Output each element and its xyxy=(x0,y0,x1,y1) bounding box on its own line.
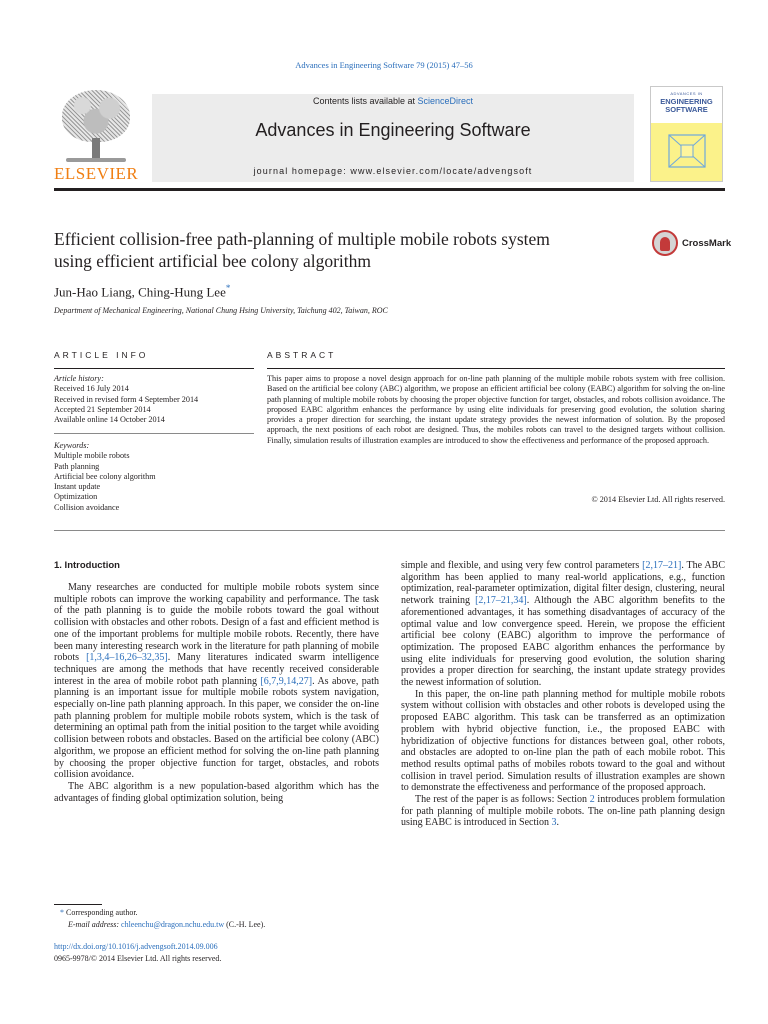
crossmark-label: CrossMark xyxy=(682,238,732,249)
reference-link[interactable]: [2,17–21] xyxy=(642,560,682,571)
body-column-left xyxy=(54,582,379,804)
article-info-label: ARTICLE INFO xyxy=(54,350,149,360)
abstract-label: ABSTRACT xyxy=(267,350,337,360)
section-link[interactable]: 2 xyxy=(589,794,595,806)
footnote-mark: * xyxy=(60,908,64,917)
elsevier-logo[interactable] xyxy=(54,90,138,182)
abstract-copyright: © 2014 Elsevier Ltd. All rights reserved. xyxy=(591,495,725,504)
paragraph: Many researches are conducted for multiple mobile robots system since multiple robots can improve the working capability and performance. The task of the path planning is to guide the mobile robots toward the goal without collision with obstacles and other robots. Design of a fast and efficient method is one of the important problems for multiple mobile robots. Recently, there have been many interesting research work in the literature for path planning of mobile robots [1,3,4–16,26–32,35]. Many literatures indicated swarm intelligence techniques are among the methods that have recently received considerable interest in the area of mobile robot path planning [6,7,9,14,27]. As above, path planning is an important issue for multiple mobile robots system navigation, especially on-line path planning approach. In this paper, we consider the on-line path planning problem for multiple mobile robots system, which is the task of determining an optimal path from the initial position to the target while avoiding collision between robots and obstacles. Based on the artificial bee colony (ABC) algorithm, we propose an efficient method for solving the on-line path planning by choosing the proper objective function for target, obstacles, and robots collision avoidance. xyxy=(54,582,380,781)
abstract-rule xyxy=(267,368,725,369)
cover-line1: ADVANCES IN xyxy=(670,91,703,96)
footnote-corresponding xyxy=(60,907,380,919)
article-info-rule xyxy=(54,368,254,369)
keywords xyxy=(54,441,254,513)
reference-link[interactable]: [1,3,4–16,26–32,35] xyxy=(86,652,168,664)
title-line-1: Efficient collision-free path-planning of multiple mobile robots system xyxy=(54,229,550,249)
reference-link[interactable]: [6,7,9,14,27] xyxy=(260,675,313,687)
keyword-item: Multiple mobile robots xyxy=(54,451,130,461)
history-label: Article history: xyxy=(54,374,104,383)
authors-text: Jun-Hao Liang, Ching-Hung Lee xyxy=(54,284,226,300)
section-link[interactable]: 3 xyxy=(551,817,557,829)
crossmark-icon xyxy=(652,230,678,256)
journal-citation[interactable]: Advances in Engineering Software 79 (2015) 47–56 xyxy=(295,60,473,70)
paragraph: The ABC algorithm is a new population-based algorithm which has the advantages of finding global optimization solution, being xyxy=(54,780,379,804)
keyword-item: Instant update xyxy=(54,482,101,492)
email-suffix: (C.-H. Lee). xyxy=(226,919,266,929)
history-item: Accepted 21 September 2014 xyxy=(54,404,151,414)
author-list xyxy=(54,283,230,300)
journal-cover-thumbnail[interactable] xyxy=(650,86,723,182)
contents-line xyxy=(152,96,634,106)
cover-line2: ENGINEERING xyxy=(660,97,713,106)
affiliation: Department of Mechanical Engineering, National Chung Hsing University, Taichung 402, Taiwan, ROC xyxy=(54,306,388,315)
reference-link[interactable]: [2,17–21,34] xyxy=(475,595,527,607)
keywords-label: Keywords: xyxy=(54,441,90,450)
journal-homepage[interactable]: journal homepage: www.elsevier.com/locate/advengsoft xyxy=(253,166,533,176)
footnote-rule xyxy=(54,904,102,905)
footnote xyxy=(60,907,380,930)
sciencedirect-link[interactable]: ScienceDirect xyxy=(417,96,474,106)
article-history xyxy=(54,374,254,425)
history-item: Available online 14 October 2014 xyxy=(54,415,165,425)
issn-line: 0965-9978/© 2014 Elsevier Ltd. All rights reserved. xyxy=(54,953,222,963)
article-title xyxy=(54,228,634,272)
history-item: Received in revised form 4 September 2014 xyxy=(54,394,199,404)
cover-art-icon xyxy=(665,131,709,171)
contents-prefix: Contents lists available at xyxy=(312,96,418,106)
footnote-email xyxy=(60,919,380,931)
keyword-item: Path planning xyxy=(54,461,100,471)
abstract-text: This paper aims to propose a novel design approach for on-line path planning of the multiple mobile robots system with free collision. Based on the artificial bee colony (ABC) algorithm, we propose an efficient artificial bee colony (EABC) algorithm for solving the on-line path planning of multiple mobile robots by choosing the proper objective function for target, obstacles, and robots collision avoidance. The proposed EABC algorithm enhances the performance by using elite individuals for preserving good evolution, the solution sharing provides a proper direction for searching, the instant update strategy provides the newest information of solution. By the proposed approach, the next positions of each robot are designed. Thus, the mobiles robots can travel to the designed targets without collision. Finally, simulation results of illustration examples are introduced to show the effectiveness and performance of the proposed approach. xyxy=(267,374,725,445)
doi-link[interactable]: http://dx.doi.org/10.1016/j.advengsoft.2014.09.006 xyxy=(54,942,218,951)
paragraph: The rest of the paper is as follows: Section 2 introduces problem formulation for path planning of multiple mobile robots. The on-line path planning design using EABC is introduced in Section 3. xyxy=(401,794,725,829)
body-column-right xyxy=(401,560,725,829)
cover-line3: SOFTWARE xyxy=(665,105,708,114)
corresponding-label: Corresponding author. xyxy=(66,908,138,917)
corresponding-author-mark[interactable]: * xyxy=(225,283,231,293)
tree-ground xyxy=(66,158,126,162)
title-line-2: using efficient artificial bee colony algorithm xyxy=(54,251,371,271)
doi-block xyxy=(54,941,221,964)
tree-trunk xyxy=(92,138,100,160)
keyword-item: Optimization xyxy=(54,492,98,502)
keywords-divider xyxy=(54,433,254,434)
journal-title: Advances in Engineering Software xyxy=(255,120,531,140)
keyword-item: Artificial bee colony algorithm xyxy=(54,471,156,481)
history-item: Received 16 July 2014 xyxy=(54,384,129,394)
cover-title xyxy=(651,98,722,114)
elsevier-wordmark: ELSEVIER xyxy=(54,164,139,183)
section-heading-introduction: 1. Introduction xyxy=(54,560,120,571)
paragraph: simple and flexible, and using very few control parameters [2,17–21]. The ABC algorithm has been applied to many real-world applications, e.g., function optimization, real-parameter optimization, digital filter design, clustering, neural network training [2,17–21,34]. Although the ABC algorithm benefits to the aforementioned advantages, it has something disadvantages of accuracy of the optimal value and low convergence speed. Herein, we propose the efficient artificial bee colony (EABC) algorithm to improve the performance of optimization. The proposed EABC algorithm enhances the performance by using elite individuals for preserving good evolution, the solution sharing provides a proper direction for searching, the instant update strategy provides the newest information of solution. xyxy=(401,560,725,689)
tree-icon xyxy=(62,90,130,142)
paragraph: In this paper, the on-line path planning method for multiple mobile robots system without collision with obstacles and other robots is developed using the proposed EABC algorithm. This task can be transferred as an optimization problem with hybrid objective function, i.e., the proposed EABC with hybridization of objective functions for distances between goal, other robots, and obstacles are adopted to on-line plan the path of each mobile robot. This method results optimal paths of mobiles robots toward to the goal and without collision in travel period. Simulation results of illustration examples are shown to demonstrate the effectiveness and performance of the proposed approach. xyxy=(401,688,725,794)
email-link[interactable]: chleenchu@dragon.nchu.edu.tw xyxy=(121,919,225,929)
email-label: E-mail address: xyxy=(68,919,120,929)
crossmark-badge[interactable] xyxy=(652,228,732,262)
front-matter-end-rule xyxy=(54,530,725,531)
keyword-item: Collision avoidance xyxy=(54,502,120,512)
